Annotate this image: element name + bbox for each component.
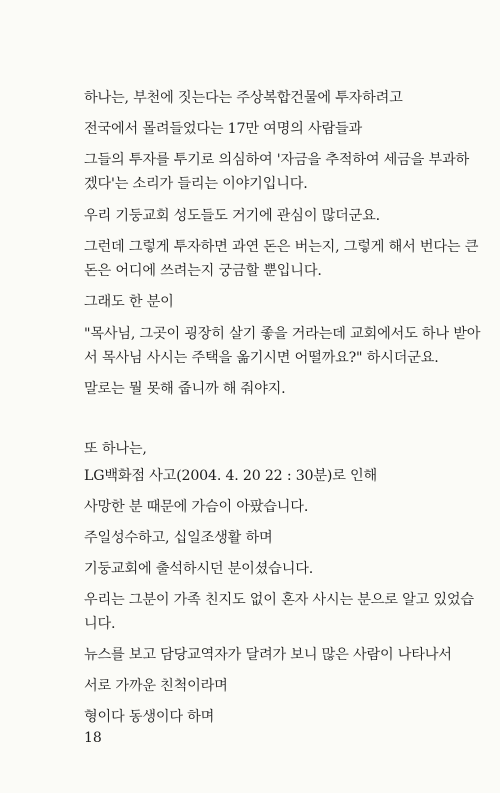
text-line: 하나는, 부천에 짓는다는 주상복합건물에 투자하려고 xyxy=(84,90,403,106)
text-line: 주일성수하고, 십일조생활 하며 xyxy=(84,530,273,546)
text-line: 서 목사님 사시는 주택을 옮기시면 어떨까요?" 하시더군요. xyxy=(84,350,439,366)
text-line: 그들의 투자를 투기로 의심하여 '자금을 추적하여 세금을 부과하 xyxy=(84,152,470,168)
text-line: 그런데 그렇게 투자하면 과연 돈은 버는지, 그렇게 해서 번다는 큰 xyxy=(84,239,479,255)
text-line: "목사님, 그곳이 굉장히 살기 좋을 거라는데 교회에서도 하나 받아 xyxy=(84,326,481,342)
text-line: 또 하나는, xyxy=(84,441,147,457)
text-line: 서로 가까운 친척이라며 xyxy=(84,678,228,694)
page-number: 18 xyxy=(84,730,102,746)
text-line: 기둥교회에 출석하시던 분이셨습니다. xyxy=(84,561,314,577)
text-line: 니다. xyxy=(84,616,116,632)
text-line: LG백화점 사고(2004. 4. 20 22 : 30분)로 인해 xyxy=(84,468,378,484)
text-line: 우리 기둥교회 성도들도 거기에 관심이 많더군요. xyxy=(84,208,380,224)
text-line: 형이다 동생이다 하며 xyxy=(84,709,215,725)
text-line: 돈은 어디에 쓰려는지 궁금할 뿐입니다. xyxy=(84,263,322,279)
text-line: 겠다'는 소리가 들리는 이야기입니다. xyxy=(84,176,308,192)
text-line: 우리는 그분이 가족 친지도 없이 혼자 사시는 분으로 알고 있었습 xyxy=(84,592,474,608)
text-line: 전국에서 몰려들었다는 17만 여명의 사람들과 xyxy=(84,121,362,137)
text-line: 뉴스를 보고 담당교역자가 달려가 보니 많은 사람이 나타나서 xyxy=(84,647,452,663)
text-line: 그래도 한 분이 xyxy=(84,294,174,310)
text-line: 말로는 뭘 못해 줍니까 해 줘야지. xyxy=(84,381,286,397)
text-line: 사망한 분 때문에 가슴이 아팠습니다. xyxy=(84,499,309,515)
